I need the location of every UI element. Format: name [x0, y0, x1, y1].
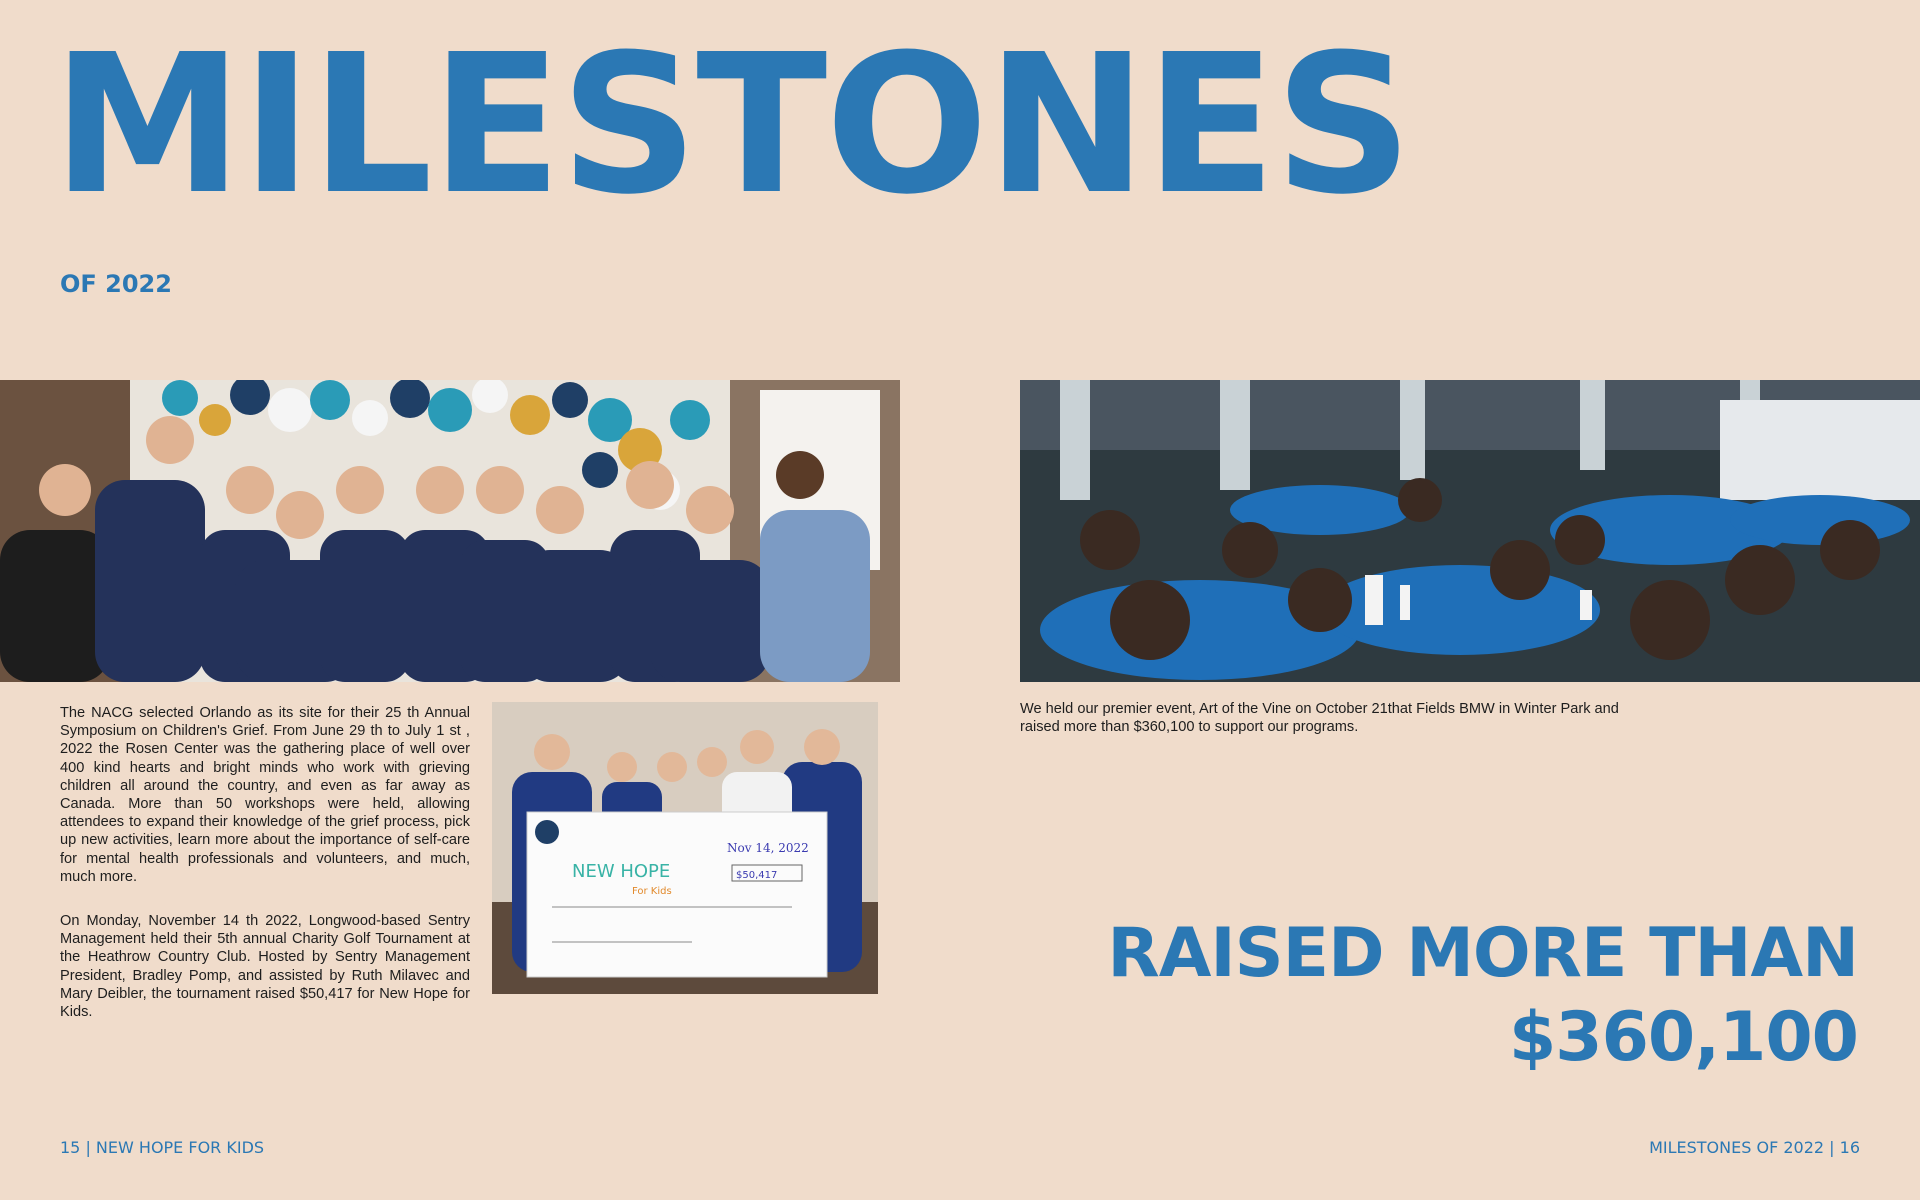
gala-photo-icon — [1020, 380, 1920, 682]
svg-text:NEW HOPE: NEW HOPE — [572, 861, 671, 882]
page-title: MILESTONES — [52, 14, 1411, 237]
check-photo-icon — [492, 702, 878, 994]
gala-photo — [1020, 380, 1920, 682]
check-presentation-photo — [492, 702, 878, 994]
raised-callout — [1107, 912, 1858, 1080]
callout-amount: $360,100 — [1508, 998, 1858, 1077]
footer-right-page-label: MILESTONES OF 2022 | 16 — [1649, 1138, 1860, 1157]
callout-line-1: RAISED MORE THAN — [1107, 914, 1858, 993]
svg-text:Nov 14, 2022: Nov 14, 2022 — [727, 841, 809, 855]
golf-tournament-paragraph: On Monday, November 14 th 2022, Longwood-based Sentry Management held their 5th annual Charity Golf Tournament at the Heathrow Country Club. Hosted by Sentry Management President, Bradley Pomp, and assisted by Ruth Milavec and Mary Deibler, the tournament raised $50,417 for New Hope for Kids. — [60, 913, 470, 1021]
art-of-the-vine-paragraph: We held our premier event, Art of the Vine on October 21that Fields BMW in Winter Park and raised more than $360,100 to support our programs. — [1020, 701, 1619, 736]
footer-left-page-label: 15 | NEW HOPE FOR KIDS — [60, 1138, 265, 1157]
nacg-paragraph: The NACG selected Orlando as its site for their 25 th Annual Symposium on Children's Grief. From June 29 th to July 1 st , 2022 the Rosen Center was the gathering place of well over 400 kind hearts and bright minds who work with grieving children all around the country, and even as far away as Canada. More than 50 workshops were held, allowing attendees to expand their knowledge of the grief process, pick up new activities, learn more about the importance of self-care for mental health professionals and volunteers, and much, much more. — [60, 705, 470, 885]
page-subtitle: OF 2022 — [60, 270, 172, 298]
group-photo — [0, 380, 900, 682]
svg-text:For Kids: For Kids — [632, 886, 672, 897]
group-photo-icon — [0, 380, 900, 682]
svg-text:$50,417: $50,417 — [736, 870, 778, 881]
